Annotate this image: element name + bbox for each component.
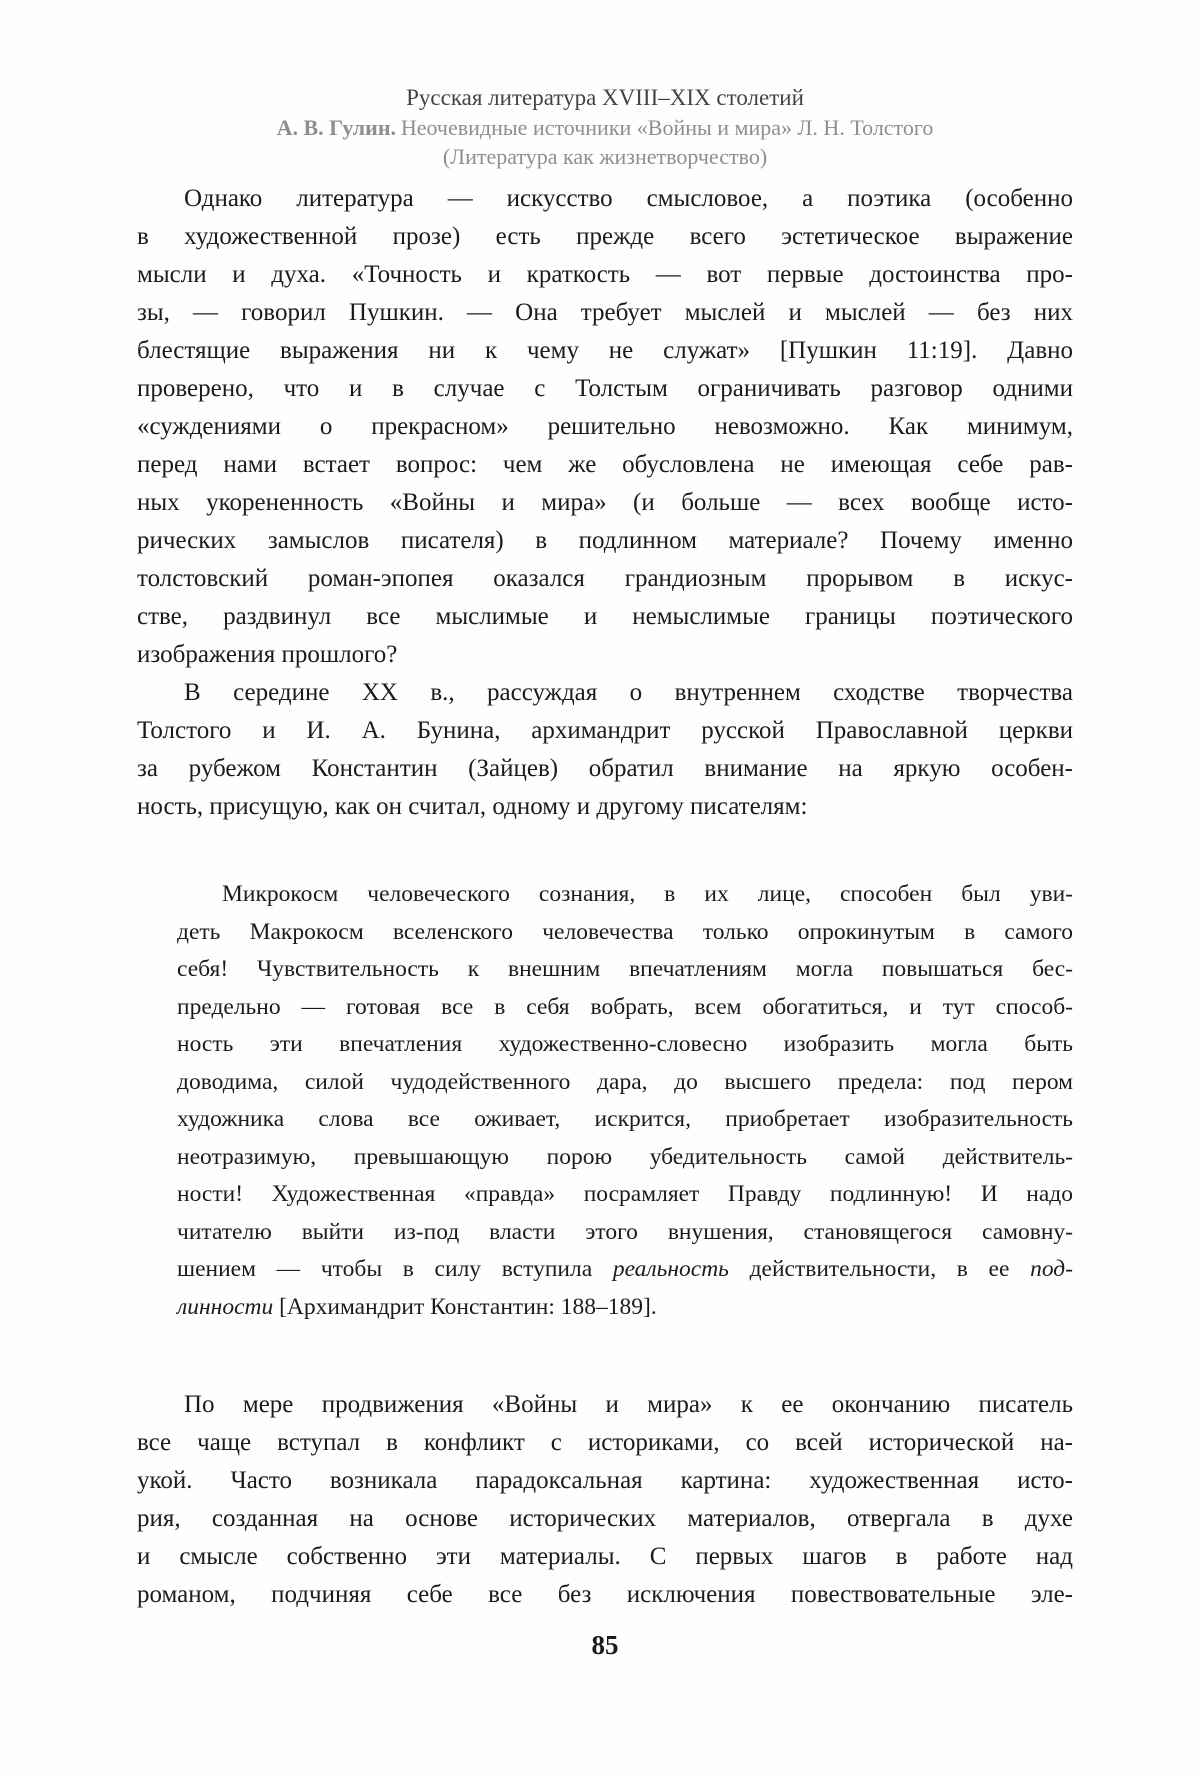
article-title: Неочевидные источники «Войны и мира» Л. Н. Толстого xyxy=(400,115,934,140)
series-title: Русская литература XVIII–XIX столетий xyxy=(406,85,804,110)
text-line: зы, — говорил Пушкин. — Она требует мыслей и мыслей — без них xyxy=(137,299,1073,326)
page-content xyxy=(137,180,1073,1614)
article-title-line xyxy=(137,113,1073,142)
text-line: деть Макрокосм вселенского человечества только опрокинутым в самого xyxy=(177,918,1073,945)
text-line: предельно — готовая все в себя вобрать, всем обогатиться, и тут способ- xyxy=(177,993,1073,1020)
text-line: По мере продвижения «Войны и мира» к ее окончанию писатель xyxy=(184,1391,1073,1418)
text-line: Толстого и И. А. Бунина, архимандрит русской Православной церкви xyxy=(137,717,1073,744)
text-line: укой. Часто возникала парадоксальная картина: художественная исто- xyxy=(137,1467,1073,1494)
text-line: рических замыслов писателя) в подлинном материале? Почему именно xyxy=(137,527,1073,554)
author-name: А. В. Гулин. xyxy=(276,115,396,140)
text-line: ность эти впечатления художественно-словесно изобразить могла быть xyxy=(177,1031,1073,1057)
paragraph-1 xyxy=(137,180,1073,674)
text-line: шением — чтобы в силу вступила реальность действительности, в ее под- xyxy=(177,1256,1074,1282)
text-line: перед нами встает вопрос: чем же обусловлена не имеющая себе рав- xyxy=(137,451,1073,478)
running-header xyxy=(137,0,1073,171)
text-line: «суждениями о прекрасном» решительно невозможно. Как минимум, xyxy=(137,413,1073,440)
text-line: доводима, силой чудодейственного дара, до высшего предела: под пером xyxy=(177,1068,1073,1095)
paragraph-3 xyxy=(137,1386,1073,1614)
text-line: романом, подчиняя себе все без исключения повествовательные эле- xyxy=(137,1581,1073,1608)
text-line: рия, созданная на основе исторических материалов, отвергала в духе xyxy=(137,1505,1073,1532)
text-line: за рубежом Константин (Зайцев) обратил внимание на яркую особен- xyxy=(137,755,1073,782)
text-line: неотразимую, превышающую порою убедительность самой действитель- xyxy=(177,1143,1073,1170)
text-line: Микрокосм человеческого сознания, в их лице, способен был уви- xyxy=(222,881,1073,907)
text-line: и смысле собственно эти материалы. С первых шагов в работе над xyxy=(137,1543,1073,1570)
text-line: мысли и духа. «Точность и краткость — вот первые достоинства про- xyxy=(137,261,1073,288)
text-line: стве, раздвинул все мыслимые и немыслимые границы поэтического xyxy=(137,603,1073,630)
text-line: изображения прошлого? xyxy=(137,641,398,668)
text-line: ных укорененность «Войны и мира» (и больше — всех вообще исто- xyxy=(137,489,1073,516)
text-line: ности! Художественная «правда» посрамляет Правду подлинную! И надо xyxy=(177,1181,1073,1207)
text-line: линности [Архимандрит Константин: 188–189]. xyxy=(177,1293,657,1320)
article-subtitle: (Литература как жизнетворчество) xyxy=(442,144,768,169)
text-line: Однако литература — искусство смысловое, а поэтика (особенно xyxy=(184,185,1073,212)
page-number: 85 xyxy=(591,1630,619,1660)
text-line: художника слова все оживает, искрится, приобретает изобразительность xyxy=(177,1106,1073,1132)
text-line: себя! Чувствительность к внешним впечатлениям могла повышаться бес- xyxy=(177,956,1073,982)
text-line: все чаще вступал в конфликт с историками, со всей исторической на- xyxy=(137,1429,1073,1456)
text-line: в художественной прозе) есть прежде всего эстетическое выражение xyxy=(137,223,1073,250)
text-line: ность, присущую, как он считал, одному и другому писателям: xyxy=(137,793,808,820)
text-line: проверено, что и в случае с Толстым ограничивать разговор одними xyxy=(137,375,1073,402)
text-line: В середине XX в., рассуждая о внутреннем сходстве творчества xyxy=(184,679,1073,706)
paragraph-2 xyxy=(137,674,1073,826)
block-quote xyxy=(177,876,1073,1326)
text-line: блестящие выражения ни к чему не служат» [Пушкин 11:19]. Давно xyxy=(137,337,1073,364)
text-line: читателю выйти из-под власти этого внушения, становящегося самовну- xyxy=(177,1218,1073,1245)
text-line: толстовский роман-эпопея оказался грандиозным прорывом в искус- xyxy=(137,565,1073,592)
